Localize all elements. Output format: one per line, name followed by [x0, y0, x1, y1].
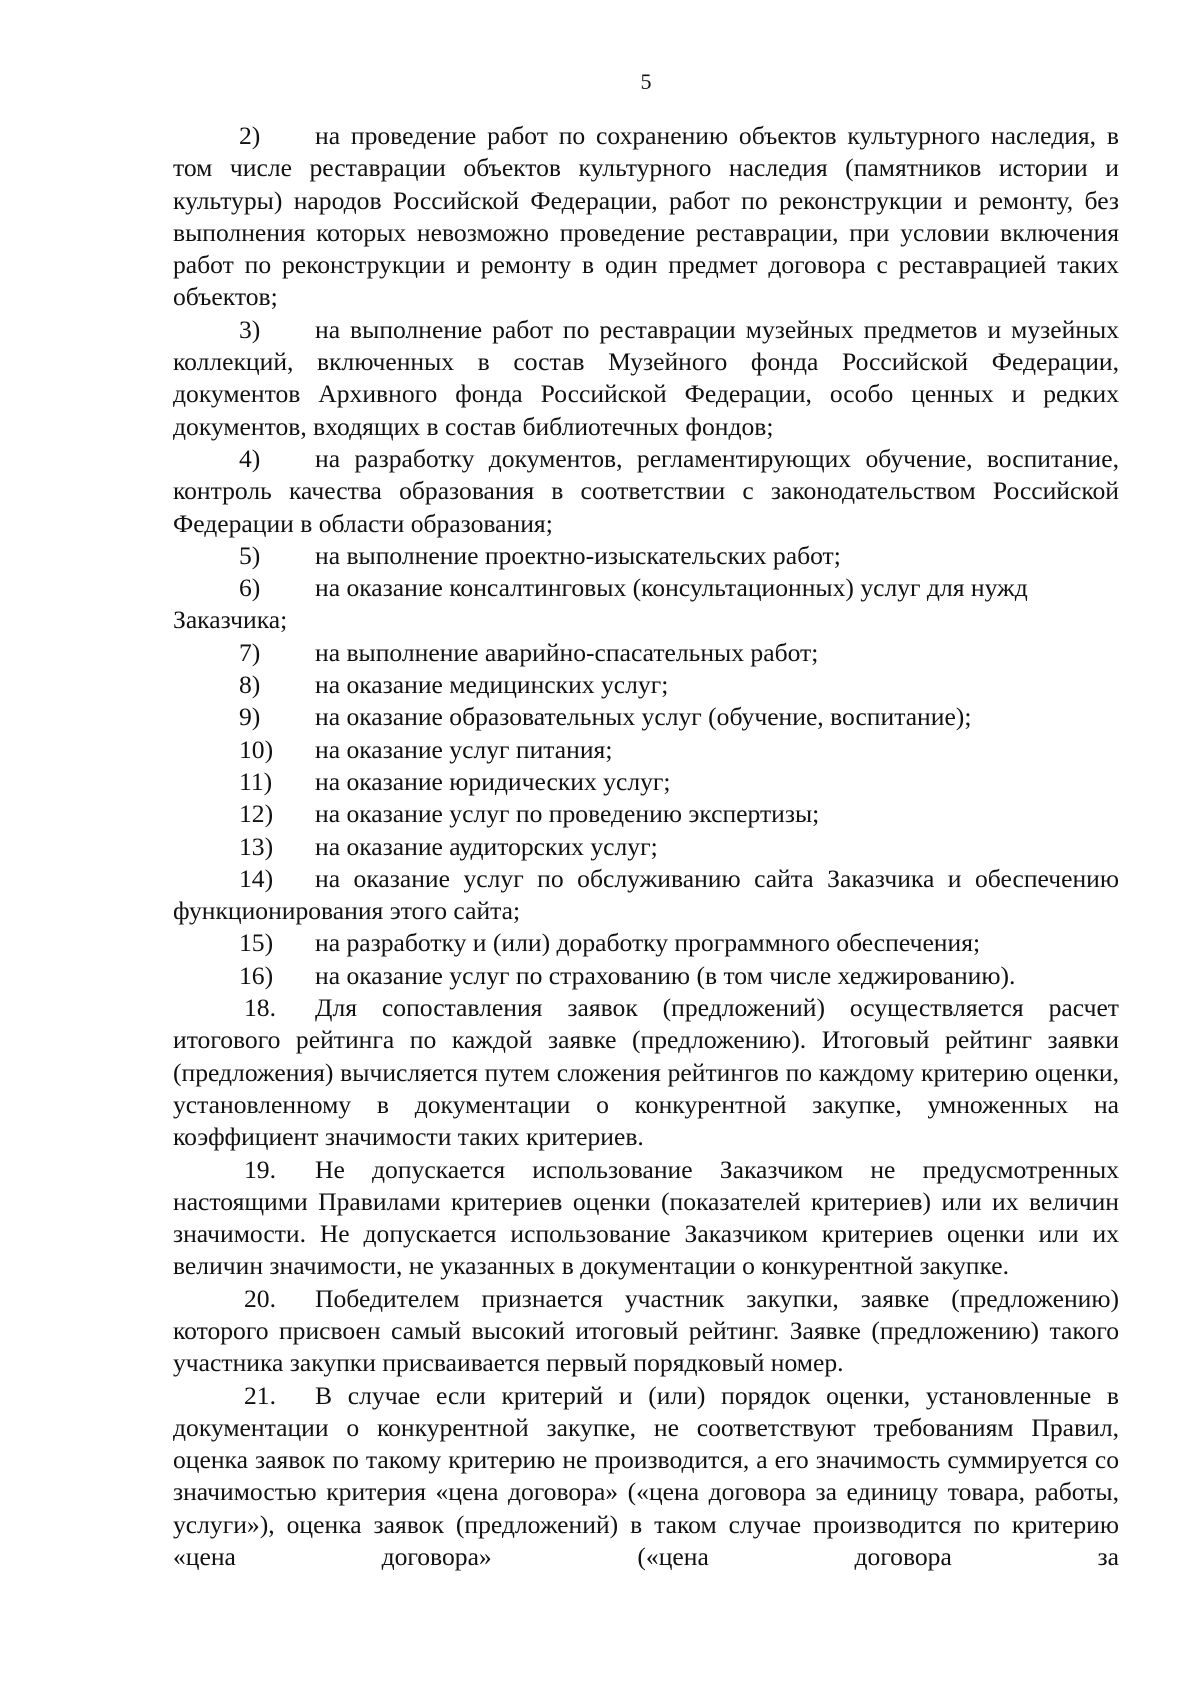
list-item-text: на оказание юридических услуг;	[315, 766, 671, 796]
list-item	[173, 572, 1119, 637]
list-item-text: на оказание образовательных услуг (обучение, воспитание);	[315, 702, 972, 732]
list-item	[173, 637, 1119, 669]
list-item-number: 8)	[239, 670, 261, 700]
list-item-text: на выполнение работ по реставрации музейных предметов и музейных коллекций, включенных в состав Музейного фонда Российской Федерации, документов Архивного фонда Российской Федерации, особо ценных и редких документов, входящих в состав библиотечных фондов;	[173, 314, 1119, 441]
list-item	[173, 798, 1119, 830]
clause-number: 18.	[244, 993, 276, 1023]
list-item-text: на оказание услуг питания;	[315, 734, 613, 764]
list-item	[173, 927, 1119, 959]
clause-text: Победителем признается участник закупки, заявке (предложению) которого присвоен самый высокий итоговый рейтинг. Заявке (предложению) такого участника закупки присваивается первый порядковый номер.	[173, 1283, 1119, 1378]
clause-list	[173, 992, 1119, 1573]
clause	[173, 992, 1119, 1153]
clause-text: В случае если критерий и (или) порядок оценки, установленные в документации о конкурентной закупке, не соответствуют требованиям Правил, оценка заявок по такому критерию не производится, а его значимость суммируется со значимостью критерия «цена договора» («цена договора за единицу товара, работы, услуги»), оценка заявок (предложений) в таком случае производится по критерию «цена договора» («цена договора за	[173, 1380, 1119, 1572]
list-item-number: 7)	[239, 637, 261, 667]
list-item	[173, 831, 1119, 863]
list-item	[173, 669, 1119, 701]
clause	[173, 1154, 1119, 1283]
clause-text: Для сопоставления заявок (предложений) осуществляется расчет итогового рейтинга по каждой заявке (предложению). Итоговый рейтинг заявки (предложения) вычисляется путем сложения рейтингов по каждому критерию оценки, установленному в документации о конкурентной закупке, умноженных на коэффициент значимости таких критериев.	[173, 993, 1119, 1152]
clause-number: 19.	[244, 1154, 276, 1184]
list-item-number: 9)	[239, 702, 261, 732]
list-item-text: на разработку и (или) доработку программного обеспечения;	[315, 928, 981, 958]
list-item-number: 6)	[239, 573, 261, 603]
list-item-number: 10)	[239, 734, 274, 764]
list-item	[173, 960, 1119, 992]
clause	[173, 1380, 1119, 1574]
list-item-text: на оказание услуг по обслуживанию сайта Заказчика и обеспечению функционирования этого сайта;	[173, 863, 1119, 926]
clause-number: 20.	[244, 1283, 276, 1313]
list-item-text: на оказание консалтинговых (консультационных) услуг для нужд Заказчика;	[173, 573, 1028, 635]
list-item-text: на выполнение проектно-изыскательских работ;	[315, 540, 841, 570]
list-item-text: на оказание услуг по страхованию (в том числе хеджированию).	[315, 960, 1016, 990]
list-item-number: 14)	[239, 863, 274, 893]
list-item-number: 5)	[239, 540, 261, 570]
list-item-number: 11)	[239, 766, 273, 796]
list-item	[173, 443, 1119, 540]
list-item-text: на оказание медицинских услуг;	[315, 670, 669, 700]
list-item-number: 2)	[239, 121, 261, 150]
list-item	[173, 701, 1119, 733]
list-item	[173, 314, 1119, 443]
document-body	[173, 120, 1119, 1573]
list-item	[173, 766, 1119, 798]
list-item	[173, 120, 1119, 314]
list-item	[173, 734, 1119, 766]
list-item-number: 16)	[239, 960, 274, 990]
clause-text: Не допускается использование Заказчиком не предусмотренных настоящими Правилами критериев оценки (показателей критериев) или их величин значимости. Не допускается использование Заказчиком критериев оценки или их величин значимости, не указанных в документации о конкурентной закупке.	[173, 1154, 1119, 1281]
list-item-number: 4)	[239, 443, 261, 473]
list-item-text: на выполнение аварийно-спасательных работ;	[315, 637, 819, 667]
list-item-number: 12)	[239, 799, 274, 829]
list-item-text: на разработку документов, регламентирующих обучение, воспитание, контроль качества образования в соответствии с законодательством Российской Федерации в области образования;	[173, 443, 1119, 538]
list-item-text: на проведение работ по сохранению объектов культурного наследия, в том числе реставрации объектов культурного наследия (памятников истории и культуры) народов Российской Федерации, работ по реконструкции и ремонту, без выполнения которых невозможно проведение реставрации, при условии включения работ по реконструкции и ремонту в один предмет договора с реставрацией таких объектов;	[173, 121, 1119, 312]
subitem-list	[173, 120, 1119, 992]
clause	[173, 1283, 1119, 1380]
list-item	[173, 863, 1119, 928]
page-number: 5	[640, 69, 652, 94]
list-item-number: 3)	[239, 314, 261, 344]
list-item-number: 15)	[239, 928, 274, 958]
clause-number: 21.	[244, 1380, 276, 1410]
list-item-text: на оказание аудиторских услуг;	[315, 831, 658, 861]
list-item-text: на оказание услуг по проведению экспертизы;	[315, 799, 820, 829]
list-item-number: 13)	[239, 831, 274, 861]
list-item	[173, 540, 1119, 572]
